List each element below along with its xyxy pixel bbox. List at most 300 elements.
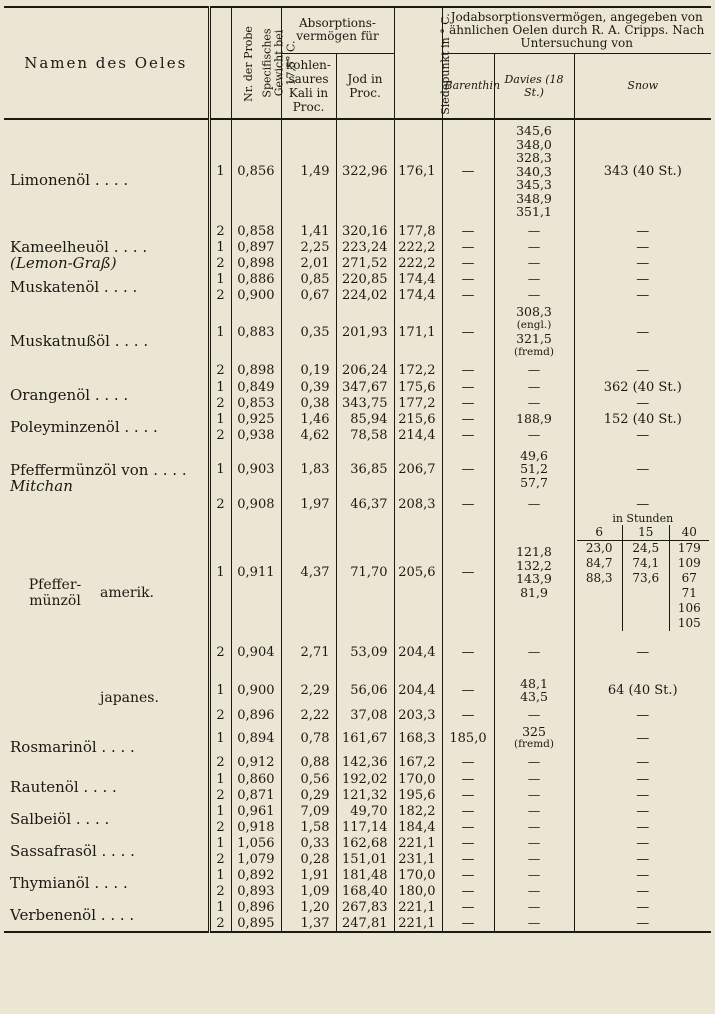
oil-name-text: Poleyminzenöl: [10, 418, 120, 436]
boiling-point: 168,3: [394, 723, 442, 753]
davies-value: —: [527, 255, 541, 271]
potash-value: 0,19: [281, 361, 336, 379]
header-iodine: Jod in Proc.: [336, 53, 394, 119]
potash-value: 1,83: [281, 443, 336, 495]
snow-value: [574, 513, 711, 631]
snow-value: —: [574, 883, 711, 899]
table-row: [4, 119, 711, 223]
oil-name: [4, 513, 209, 673]
table-row: [4, 513, 711, 631]
iodine-value: 121,32: [336, 787, 394, 803]
davies-value: —: [527, 771, 541, 787]
snow-value: —: [574, 867, 711, 883]
davies-value: 48,1: [520, 675, 548, 691]
barenthin-value: —: [442, 707, 494, 723]
davies-value: 340,3: [516, 163, 552, 179]
davies-value: —: [527, 379, 541, 395]
snow-hours-cell: [622, 586, 669, 601]
davies-values: [494, 867, 574, 883]
sample-no: 2: [209, 223, 231, 239]
boiling-point: 184,4: [394, 819, 442, 835]
oil-name: Salbeiöl . . . .: [10, 810, 110, 828]
iodine-value: 85,94: [336, 411, 394, 427]
oil-variety: amerik.: [100, 585, 155, 601]
iodine-value: 223,24: [336, 239, 394, 255]
davies-value: —: [527, 707, 541, 723]
boiling-point: 221,1: [394, 835, 442, 851]
davies-value: 351,1: [516, 204, 552, 220]
boiling-point: 171,1: [394, 303, 442, 361]
iodine-value: 46,37: [336, 495, 394, 513]
davies-value: 43,5: [520, 689, 548, 704]
oil-name-text: Limonenöl: [10, 170, 91, 189]
specific-gravity: 0,908: [231, 495, 281, 513]
boiling-point: 222,2: [394, 239, 442, 255]
davies-value: 325: [522, 723, 546, 739]
header-absorption-group: Absorptions-vermögen für: [281, 7, 394, 53]
snow-hours-cell: 24,5: [622, 541, 669, 557]
barenthin-value: —: [442, 271, 494, 287]
sample-no: 1: [209, 771, 231, 787]
snow-value: —: [574, 851, 711, 867]
potash-value: 0,33: [281, 835, 336, 851]
davies-value: 348,0: [516, 136, 552, 152]
davies-value: —: [527, 819, 541, 835]
davies-values: [494, 513, 574, 631]
iodine-value: 53,09: [336, 631, 394, 673]
sample-no: 1: [209, 119, 231, 223]
barenthin-value: —: [442, 303, 494, 361]
specific-gravity: 0,898: [231, 255, 281, 271]
oil-name-text: Rosmarinöl: [10, 738, 97, 756]
snow-value: —: [574, 443, 711, 495]
potash-value: 1,20: [281, 899, 336, 915]
barenthin-value: —: [442, 239, 494, 255]
oil-name-text: Rautenöl: [10, 778, 79, 796]
specific-gravity: 0,893: [231, 883, 281, 899]
potash-value: 1,91: [281, 867, 336, 883]
davies-value: 57,7: [520, 474, 548, 490]
davies-value: (engl.): [516, 318, 552, 331]
specific-gravity: 0,918: [231, 819, 281, 835]
snow-value: 152 (40 St.): [574, 411, 711, 427]
sample-no: 2: [209, 255, 231, 271]
table-row: [4, 411, 711, 427]
specific-gravity: 0,886: [231, 271, 281, 287]
sample-no: 1: [209, 271, 231, 287]
davies-value: —: [527, 644, 541, 660]
snow-hours-cell: 74,1: [622, 556, 669, 571]
barenthin-value: —: [442, 787, 494, 803]
oil-name-extra: (Lemon-Graß): [10, 254, 117, 272]
potash-value: 0,67: [281, 287, 336, 303]
snow-value: —: [574, 771, 711, 787]
davies-values: [494, 771, 574, 787]
davies-value: —: [527, 754, 541, 770]
iodine-value: 206,24: [336, 361, 394, 379]
snow-hours-row: [577, 541, 710, 557]
sample-no: 1: [209, 723, 231, 753]
iodine-value: 56,06: [336, 673, 394, 707]
iodine-value: 181,48: [336, 867, 394, 883]
davies-values: [494, 427, 574, 443]
potash-value: 1,41: [281, 223, 336, 239]
snow-hours-cell: [577, 616, 623, 631]
table-body: [4, 119, 711, 932]
header-boiling-point: Siedepunkt in ° C.: [394, 7, 442, 119]
snow-hours-cell: 109: [669, 556, 709, 571]
potash-value: 1,97: [281, 495, 336, 513]
header-potash: kohlen-saures Kali in Proc.: [281, 53, 336, 119]
iodine-value: 347,67: [336, 379, 394, 395]
specific-gravity: 0,903: [231, 443, 281, 495]
specific-gravity: 0,911: [231, 513, 281, 631]
potash-value: 1,58: [281, 819, 336, 835]
oil-name: Rautenöl . . . .: [10, 778, 117, 796]
snow-hours-row: [577, 586, 710, 601]
snow-hours-table: [577, 525, 710, 631]
table-row: [4, 867, 711, 883]
snow-value: —: [574, 899, 711, 915]
snow-hours-cell: [577, 586, 623, 601]
oil-name-text: Pfeffer-münzöl: [28, 577, 82, 609]
oil-name-text: Thymianöl: [10, 874, 90, 892]
davies-value: 345,6: [516, 123, 552, 139]
oil-table: [4, 6, 711, 933]
oil-name: Poleyminzenöl . . . .: [10, 418, 158, 436]
snow-value: —: [574, 819, 711, 835]
snow-value: —: [574, 239, 711, 255]
barenthin-value: —: [442, 361, 494, 379]
snow-hours-row: [577, 601, 710, 616]
oil-name: Orangenöl . . . .: [10, 386, 129, 404]
potash-value: 1,46: [281, 411, 336, 427]
boiling-point: 170,0: [394, 867, 442, 883]
iodine-value: 271,52: [336, 255, 394, 271]
specific-gravity: 0,883: [231, 303, 281, 361]
boiling-point: 214,4: [394, 427, 442, 443]
barenthin-value: —: [442, 287, 494, 303]
davies-value: —: [527, 271, 541, 287]
snow-value: —: [574, 287, 711, 303]
oil-variety: japanes.: [100, 690, 159, 706]
snow-hours-col: 6: [577, 525, 623, 541]
potash-value: 4,37: [281, 513, 336, 631]
sample-no: 2: [209, 287, 231, 303]
davies-value: —: [527, 239, 541, 255]
barenthin-value: —: [442, 851, 494, 867]
oil-name-text: Verbenenöl: [10, 906, 97, 924]
table-row: [4, 835, 711, 851]
potash-value: 0,56: [281, 771, 336, 787]
specific-gravity: 0,860: [231, 771, 281, 787]
davies-values: [494, 787, 574, 803]
barenthin-value: —: [442, 411, 494, 427]
snow-hours-cell: 179: [669, 541, 709, 557]
specific-gravity: 0,896: [231, 707, 281, 723]
oil-name: Limonenöl . . . .: [10, 170, 129, 189]
davies-values: [494, 723, 574, 753]
specific-gravity: 0,895: [231, 915, 281, 932]
davies-value: 143,9: [516, 571, 552, 586]
oil-name: [4, 673, 209, 723]
snow-hours-cell: [577, 601, 623, 616]
davies-values: [494, 395, 574, 411]
boiling-point: 221,1: [394, 915, 442, 932]
snow-hours-cell: 73,6: [622, 571, 669, 586]
snow-hours-label: in Stunden: [612, 512, 674, 525]
sample-no: 2: [209, 707, 231, 723]
barenthin-value: —: [442, 835, 494, 851]
davies-value: —: [527, 899, 541, 915]
davies-value: —: [527, 915, 541, 931]
snow-hours-cell: 71: [669, 586, 709, 601]
potash-value: 4,62: [281, 427, 336, 443]
iodine-value: 247,81: [336, 915, 394, 932]
header-cripps-group: Jodabsorptionsvermögen, angegeben von ähnlichen Oelen durch R. A. Cripps. Nach Untersuchung von: [442, 7, 711, 53]
potash-value: 2,25: [281, 239, 336, 255]
snow-hours-cell: 23,0: [585, 541, 613, 555]
table-row: [4, 239, 711, 255]
snow-value: —: [574, 707, 711, 723]
table-row: [4, 271, 711, 287]
davies-values: [494, 495, 574, 513]
oil-name-text: Muskatnußöl: [10, 332, 110, 350]
snow-hours-cell: 105: [669, 616, 709, 631]
snow-value: —: [574, 753, 711, 771]
oil-name-text: Kameelheuöl: [10, 238, 109, 256]
snow-value: —: [574, 787, 711, 803]
potash-value: 0,35: [281, 303, 336, 361]
boiling-point: 170,0: [394, 771, 442, 787]
table-row: [4, 443, 711, 495]
barenthin-value: —: [442, 915, 494, 932]
barenthin-value: —: [442, 119, 494, 223]
oil-name-text: Pfeffermünzöl von: [10, 461, 149, 479]
barenthin-value: —: [442, 255, 494, 271]
snow-value: 343 (40 St.): [574, 119, 711, 223]
oil-name-text: Sassafrasöl: [10, 842, 97, 860]
sample-no: 2: [209, 883, 231, 899]
potash-value: 2,71: [281, 631, 336, 673]
header-snow: Snow: [574, 53, 711, 119]
potash-value: 1,37: [281, 915, 336, 932]
iodine-value: 49,70: [336, 803, 394, 819]
davies-value: —: [527, 362, 541, 378]
specific-gravity: 0,938: [231, 427, 281, 443]
davies-value: 49,6: [520, 447, 548, 463]
davies-values: [494, 411, 574, 427]
potash-value: 0,28: [281, 851, 336, 867]
iodine-value: 161,67: [336, 723, 394, 753]
davies-values: [494, 835, 574, 851]
barenthin-value: —: [442, 395, 494, 411]
snow-hours-col: 15: [622, 525, 669, 541]
potash-value: 0,29: [281, 787, 336, 803]
davies-value: 188,9: [516, 411, 552, 427]
davies-values: [494, 119, 574, 223]
sample-no: 2: [209, 361, 231, 379]
sample-no: 1: [209, 673, 231, 707]
potash-value: 0,85: [281, 271, 336, 287]
table-row: [4, 379, 711, 395]
snow-value: —: [574, 223, 711, 239]
barenthin-value: —: [442, 771, 494, 787]
boiling-point: 174,4: [394, 271, 442, 287]
davies-values: [494, 287, 574, 303]
davies-value: —: [527, 787, 541, 803]
iodine-value: 37,08: [336, 707, 394, 723]
specific-gravity: 0,898: [231, 361, 281, 379]
barenthin-value: —: [442, 443, 494, 495]
davies-value: 308,3: [516, 304, 552, 319]
boiling-point: 205,6: [394, 513, 442, 631]
boiling-point: 174,4: [394, 287, 442, 303]
specific-gravity: 0,904: [231, 631, 281, 673]
davies-values: [494, 707, 574, 723]
sample-no: 2: [209, 753, 231, 771]
davies-value: 51,2: [520, 461, 548, 477]
specific-gravity: 0,900: [231, 287, 281, 303]
barenthin-value: —: [442, 883, 494, 899]
boiling-point: 221,1: [394, 899, 442, 915]
iodine-value: 322,96: [336, 119, 394, 223]
sample-no: 1: [209, 899, 231, 915]
oil-name: Verbenenöl . . . .: [10, 906, 135, 924]
davies-value: 81,9: [520, 584, 548, 600]
davies-values: [494, 753, 574, 771]
sample-no: 1: [209, 443, 231, 495]
snow-value: —: [574, 495, 711, 513]
barenthin-value: —: [442, 819, 494, 835]
boiling-point: 231,1: [394, 851, 442, 867]
snow-hours-cell: [622, 601, 669, 616]
davies-values: [494, 803, 574, 819]
snow-value: —: [574, 395, 711, 411]
davies-values: [494, 443, 574, 495]
iodine-value: 220,85: [336, 271, 394, 287]
potash-value: 2,29: [281, 673, 336, 707]
iodine-value: 201,93: [336, 303, 394, 361]
potash-value: 7,09: [281, 803, 336, 819]
sample-no: 1: [209, 867, 231, 883]
specific-gravity: 0,871: [231, 787, 281, 803]
snow-hours-cell: 84,7: [585, 556, 613, 570]
davies-values: [494, 915, 574, 932]
oil-name: Muskatnußöl . . . .: [10, 332, 149, 350]
potash-value: 0,88: [281, 753, 336, 771]
sample-no: 2: [209, 395, 231, 411]
iodine-value: 151,01: [336, 851, 394, 867]
iodine-value: 343,75: [336, 395, 394, 411]
specific-gravity: 0,896: [231, 899, 281, 915]
davies-values: [494, 255, 574, 271]
potash-value: 2,01: [281, 255, 336, 271]
snow-value: —: [574, 915, 711, 932]
davies-value: 345,3: [516, 177, 552, 193]
table-row: [4, 803, 711, 819]
snow-hours-cell: [622, 616, 669, 631]
davies-value: —: [527, 803, 541, 819]
snow-hours-header: [577, 525, 710, 541]
boiling-point: 176,1: [394, 119, 442, 223]
snow-value: —: [574, 835, 711, 851]
oil-name: Pfeffermünzöl von . . . . Mitchan: [10, 461, 187, 495]
potash-value: 2,22: [281, 707, 336, 723]
davies-value: (fremd): [514, 738, 554, 750]
potash-value: 1,49: [281, 119, 336, 223]
boiling-point: 206,7: [394, 443, 442, 495]
boiling-point: 203,3: [394, 707, 442, 723]
oil-name: Kameelheuöl . . . . (Lemon-Graß): [10, 238, 148, 272]
boiling-point: 177,2: [394, 395, 442, 411]
davies-values: [494, 379, 574, 395]
iodine-value: 168,40: [336, 883, 394, 899]
snow-hours-cell: 106: [669, 601, 709, 616]
specific-gravity: 0,894: [231, 723, 281, 753]
iodine-value: 192,02: [336, 771, 394, 787]
iodine-value: 36,85: [336, 443, 394, 495]
davies-values: [494, 239, 574, 255]
specific-gravity: 1,056: [231, 835, 281, 851]
iodine-value: 320,16: [336, 223, 394, 239]
davies-values: [494, 673, 574, 707]
sample-no: 2: [209, 915, 231, 932]
potash-value: 0,39: [281, 379, 336, 395]
sample-no: 2: [209, 631, 231, 673]
boiling-point: 195,6: [394, 787, 442, 803]
table-row: [4, 723, 711, 753]
iodine-value: 267,83: [336, 899, 394, 915]
potash-value: 1,09: [281, 883, 336, 899]
snow-value: —: [574, 427, 711, 443]
snow-value: —: [574, 723, 711, 753]
snow-value: —: [574, 631, 711, 673]
specific-gravity: 0,900: [231, 673, 281, 707]
snow-value: —: [574, 303, 711, 361]
sample-no: 2: [209, 851, 231, 867]
sample-no: 2: [209, 819, 231, 835]
davies-value: 321,5: [516, 331, 552, 346]
davies-value: —: [527, 835, 541, 851]
header-davies: Davies (18 St.): [494, 53, 574, 119]
specific-gravity: 0,912: [231, 753, 281, 771]
davies-value: 328,3: [516, 150, 552, 166]
boiling-point: 180,0: [394, 883, 442, 899]
snow-value: —: [574, 361, 711, 379]
table-row: [4, 673, 711, 707]
sample-no: 1: [209, 303, 231, 361]
oil-name: Muskatenöl . . . .: [10, 278, 138, 296]
sample-no: 1: [209, 379, 231, 395]
barenthin-value: —: [442, 495, 494, 513]
davies-value: (fremd): [514, 345, 554, 358]
boiling-point: 177,8: [394, 223, 442, 239]
specific-gravity: 0,892: [231, 867, 281, 883]
specific-gravity: 0,853: [231, 395, 281, 411]
oil-name: Thymianöl . . . .: [10, 874, 128, 892]
sample-no: 1: [209, 239, 231, 255]
oil-name-extra: Mitchan: [10, 477, 73, 495]
davies-value: 132,2: [516, 557, 552, 573]
davies-value: —: [527, 223, 541, 239]
davies-values: [494, 271, 574, 287]
table-row: [4, 771, 711, 787]
snow-hours-cell: 67: [669, 571, 709, 586]
barenthin-value: —: [442, 803, 494, 819]
iodine-value: 142,36: [336, 753, 394, 771]
iodine-value: 117,14: [336, 819, 394, 835]
